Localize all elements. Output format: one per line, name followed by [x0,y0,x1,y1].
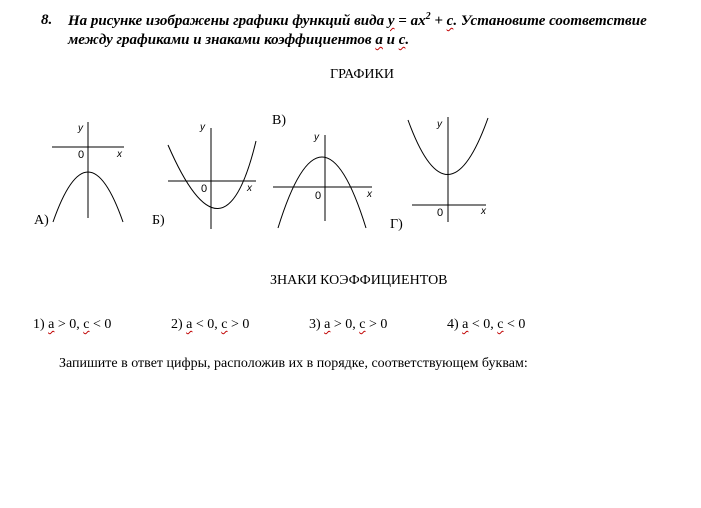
question-line1-start: На рисунке изображены графики функций вида [68,13,388,29]
option-4-c-cond: < 0 [503,317,526,332]
formula-mid: = ax [394,13,426,29]
question-period: . [405,32,410,48]
graph-a [52,122,124,222]
option-1 [33,317,111,333]
formula-c: c [446,13,454,29]
graph-b [168,122,256,229]
coef-a-ref: a [375,32,383,48]
graph-c-label: В) [272,113,286,128]
graph-c [273,132,373,228]
option-2-c-cond: > 0 [227,317,250,332]
graph-d-x-label: x [481,206,486,217]
coef-c-ref: c [398,32,406,48]
question-number: 8. [41,12,53,28]
graph-a-y-label: y [78,123,83,134]
graph-c-x-label: x [367,189,372,200]
option-2-a: a [186,317,193,332]
formula-exponent: 2 [425,11,431,22]
conjunction: и [382,32,399,48]
graph-a-origin: 0 [78,149,85,161]
graph-c-parabola [278,157,366,228]
option-3-c: c [359,317,366,332]
option-4-a: a [462,317,469,332]
option-2-number: 2) [171,317,183,332]
graph-b-label: Б) [152,213,165,228]
question-line1-end: . Установите соответствие [453,13,647,29]
graph-b-parabola [168,141,256,209]
option-2-c: c [221,317,228,332]
graph-d [408,117,488,222]
option-4 [447,317,525,333]
option-4-number: 4) [447,317,459,332]
graph-a-x-label: x [117,149,122,160]
option-2-a-cond: < 0, [192,317,222,332]
formula-y: y [387,13,395,29]
option-3-a: a [324,317,331,332]
graph-d-origin: 0 [437,207,444,219]
option-4-c: c [497,317,504,332]
graphs-heading: ГРАФИКИ [330,67,394,82]
graph-d-y-label: y [437,119,442,130]
answer-instruction: Запишите в ответ цифры, расположив их в порядке, соответствующем буквам: [59,356,528,371]
option-4-a-cond: < 0, [468,317,498,332]
graph-c-y-label: y [314,132,319,143]
option-1-c: c [83,317,90,332]
option-1-a-cond: > 0, [54,317,84,332]
formula-plus: + [430,13,447,29]
option-3 [309,317,387,333]
option-1-number: 1) [33,317,45,332]
option-2 [171,317,249,333]
graph-b-origin: 0 [201,183,208,195]
graph-c-origin: 0 [315,190,322,202]
graph-b-x-label: x [247,183,252,194]
option-3-c-cond: > 0 [365,317,388,332]
question-line2-start: между графиками и знаками коэффициентов [68,32,376,48]
option-1-c-cond: < 0 [89,317,112,332]
option-3-a-cond: > 0, [330,317,360,332]
graph-d-label: Г) [390,217,403,232]
graph-a-label: А) [34,213,49,228]
option-1-a: a [48,317,55,332]
option-3-number: 3) [309,317,321,332]
coefficients-heading: ЗНАКИ КОЭФФИЦИЕНТОВ [270,273,448,288]
graph-b-y-label: y [200,122,205,133]
